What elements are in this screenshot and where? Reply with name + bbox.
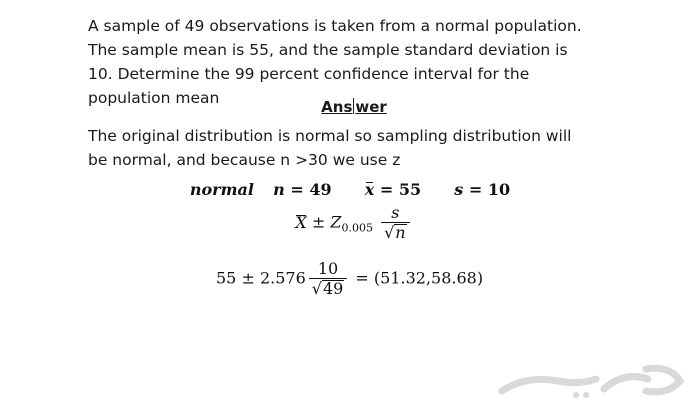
equation-ci-formula (0, 204, 700, 242)
eq2-denominator (381, 222, 410, 242)
answer-paragraph: The original distribution is normal so sampling distribution will be normal, and because n >30 we use z (88, 127, 572, 169)
question-paragraph: A sample of 49 observations is taken from a normal population. The sample mean is 55, and the sample standard deviation is 10. Determine the 99 percent confidence interval for the population mean (88, 17, 582, 107)
eq1-s-var: s (454, 180, 464, 199)
eq2-pm: ± (311, 212, 326, 232)
eq3-fraction (309, 260, 348, 298)
eq1-n-var: n (273, 180, 285, 199)
eq2-xbar: X (295, 212, 307, 232)
eq3-radicand: 49 (322, 279, 344, 298)
answer-heading-part1: Ans (321, 98, 353, 116)
eq1-xbar-var: x (364, 180, 375, 199)
eq3-result: (51.32,58.68) (373, 268, 484, 288)
sqrt-icon: √n (384, 223, 406, 242)
eq3-numerator: 10 (317, 259, 339, 278)
eq3-z: 2.576 (259, 268, 306, 288)
eq3-mean: 55 (216, 268, 237, 288)
equation-given-values: normal n = 49 x = 55 s = 10 (189, 180, 511, 199)
eq2-radicand: n (395, 223, 406, 242)
eq1-label: normal (189, 180, 254, 199)
eq2-fraction (381, 204, 410, 242)
answer-heading (0, 96, 700, 118)
eq2-z: Z (330, 212, 342, 232)
eq1-n-val: 49 (309, 180, 332, 199)
answer-heading-part2: wer (355, 98, 387, 116)
eq2-numerator: s (391, 203, 400, 222)
sqrt-icon: √49 (311, 279, 344, 298)
eq3-pm: ± (241, 268, 255, 288)
watermark-logo-icon (496, 361, 686, 401)
equation-ci-result: 55 ± 2.576 $\frac{10}{√49}$ = (51.32,58.68) (216, 259, 484, 298)
eq1-s-val: 10 (487, 180, 511, 199)
eq2-z-subscript: 0.005 (341, 221, 373, 235)
eq3-denominator (309, 278, 348, 298)
eq1-xbar-val: 55 (398, 180, 422, 199)
